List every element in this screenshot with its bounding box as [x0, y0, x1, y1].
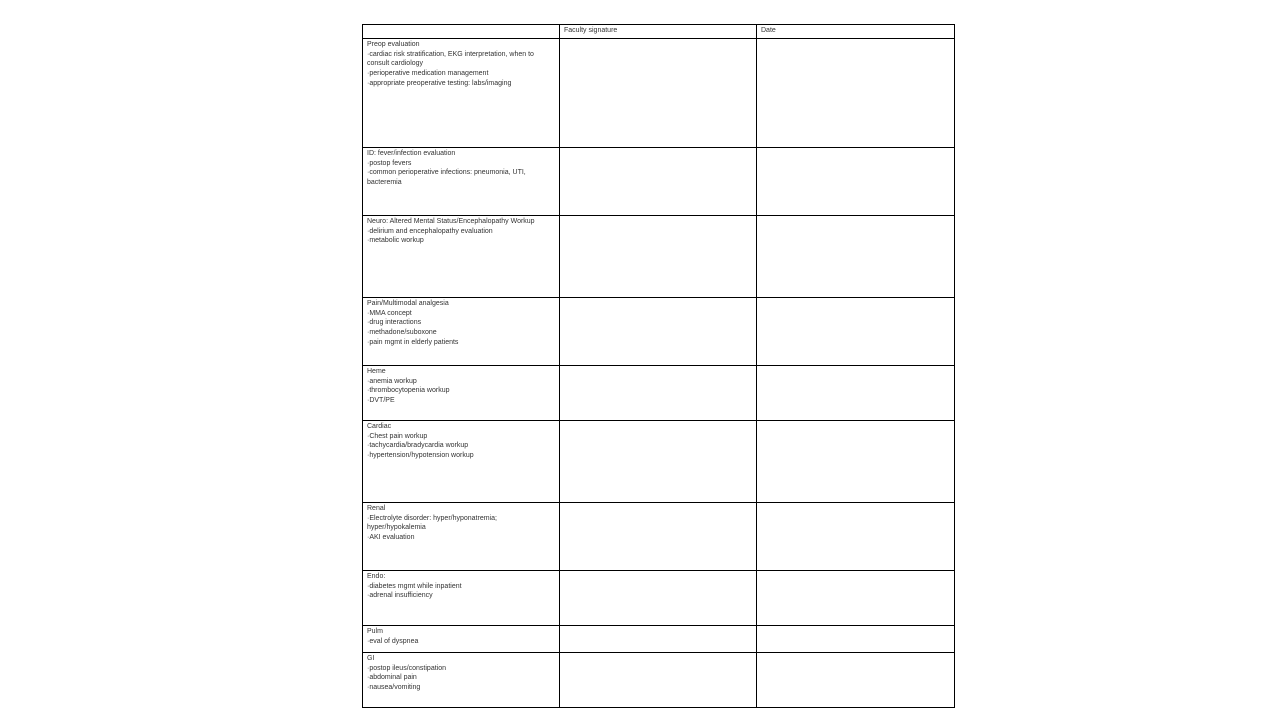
header-date: Date [757, 25, 955, 39]
date-cell[interactable] [757, 366, 955, 421]
topic-item: ·postop fevers [367, 159, 412, 167]
table-row [363, 298, 955, 366]
topic-item: ·tachycardia/bradycardia workup [367, 442, 469, 450]
date-cell[interactable] [757, 148, 955, 216]
topic-title: Renal [367, 505, 386, 512]
topic-title: Preop evaluation [367, 41, 420, 48]
topic-item: ·common perioperative infections: pneumonia, UTI, bacteremia [367, 169, 526, 187]
date-cell[interactable] [757, 298, 955, 366]
topic-title: ID: fever/infection evaluation [367, 150, 456, 157]
topic-item: ·DVT/PE [367, 397, 395, 405]
topic-item: ·anemia workup [367, 377, 417, 385]
competency-table [362, 24, 955, 708]
topic-cell [363, 39, 560, 148]
header-row [363, 25, 955, 39]
topic-item: ·MMA concept [367, 309, 412, 317]
table-row [363, 571, 955, 626]
faculty-signature-cell[interactable] [560, 421, 757, 503]
topic-item: ·drug interactions [367, 319, 422, 327]
faculty-signature-cell[interactable] [560, 653, 757, 708]
faculty-signature-cell[interactable] [560, 503, 757, 571]
topic-cell [363, 148, 560, 216]
topic-cell [363, 653, 560, 708]
topic-item: ·eval of dyspnea [367, 637, 419, 645]
topic-cell [363, 503, 560, 571]
table-row [363, 626, 955, 653]
topic-cell [363, 366, 560, 421]
date-cell[interactable] [757, 216, 955, 298]
table-row [363, 366, 955, 421]
date-cell[interactable] [757, 39, 955, 148]
table-row [363, 653, 955, 708]
topic-item: ·thrombocytopenia workup [367, 387, 450, 395]
topic-title: Pain/Multimodal analgesia [367, 300, 449, 307]
topic-item: ·diabetes mgmt while inpatient [367, 582, 462, 590]
topic-item: ·Electrolyte disorder: hyper/hyponatremia; hyper/hypokalemia [367, 514, 497, 532]
topic-cell [363, 216, 560, 298]
topic-title: Neuro: Altered Mental Status/Encephalopathy Workup [367, 218, 535, 225]
evaluation-form [362, 24, 954, 708]
table-row [363, 421, 955, 503]
topic-item: ·pain mgmt in elderly patients [367, 338, 459, 346]
topic-item: ·metabolic workup [367, 237, 424, 245]
topic-item: ·delirium and encephalopathy evaluation [367, 227, 493, 235]
topic-item: ·hypertension/hypotension workup [367, 452, 474, 460]
topic-item: ·cardiac risk stratification, EKG interpretation, when to consult cardiology [367, 50, 534, 68]
header-topic-cell [363, 25, 560, 39]
topic-cell [363, 421, 560, 503]
faculty-signature-cell[interactable] [560, 366, 757, 421]
table-row [363, 216, 955, 298]
topic-item: ·nausea/vomiting [367, 684, 421, 692]
topic-title: Pulm [367, 628, 383, 635]
topic-title: Cardiac [367, 423, 392, 430]
faculty-signature-cell[interactable] [560, 298, 757, 366]
topic-cell [363, 298, 560, 366]
date-cell[interactable] [757, 626, 955, 653]
topic-item: ·abdominal pain [367, 674, 417, 682]
faculty-signature-cell[interactable] [560, 39, 757, 148]
date-cell[interactable] [757, 571, 955, 626]
topic-item: ·adrenal insufficiency [367, 592, 433, 600]
topic-title: GI [367, 655, 375, 662]
topic-item: ·AKI evaluation [367, 534, 415, 542]
table-row [363, 503, 955, 571]
topic-item: ·Chest pain workup [367, 432, 428, 440]
topic-cell [363, 626, 560, 653]
topic-title: Heme [367, 368, 386, 375]
date-cell[interactable] [757, 653, 955, 708]
topic-item: ·postop ileus/constipation [367, 664, 446, 672]
topic-item: ·perioperative medication management [367, 70, 489, 78]
header-faculty-signature: Faculty signature [560, 25, 757, 39]
table-row [363, 148, 955, 216]
faculty-signature-cell[interactable] [560, 626, 757, 653]
faculty-signature-cell[interactable] [560, 571, 757, 626]
topic-item: ·appropriate preoperative testing: labs/imaging [367, 79, 512, 87]
date-cell[interactable] [757, 421, 955, 503]
topic-item: ·methadone/suboxone [367, 329, 437, 337]
date-cell[interactable] [757, 503, 955, 571]
table-row [363, 39, 955, 148]
faculty-signature-cell[interactable] [560, 216, 757, 298]
faculty-signature-cell[interactable] [560, 148, 757, 216]
topic-cell [363, 571, 560, 626]
topic-title: Endo: [367, 573, 386, 580]
